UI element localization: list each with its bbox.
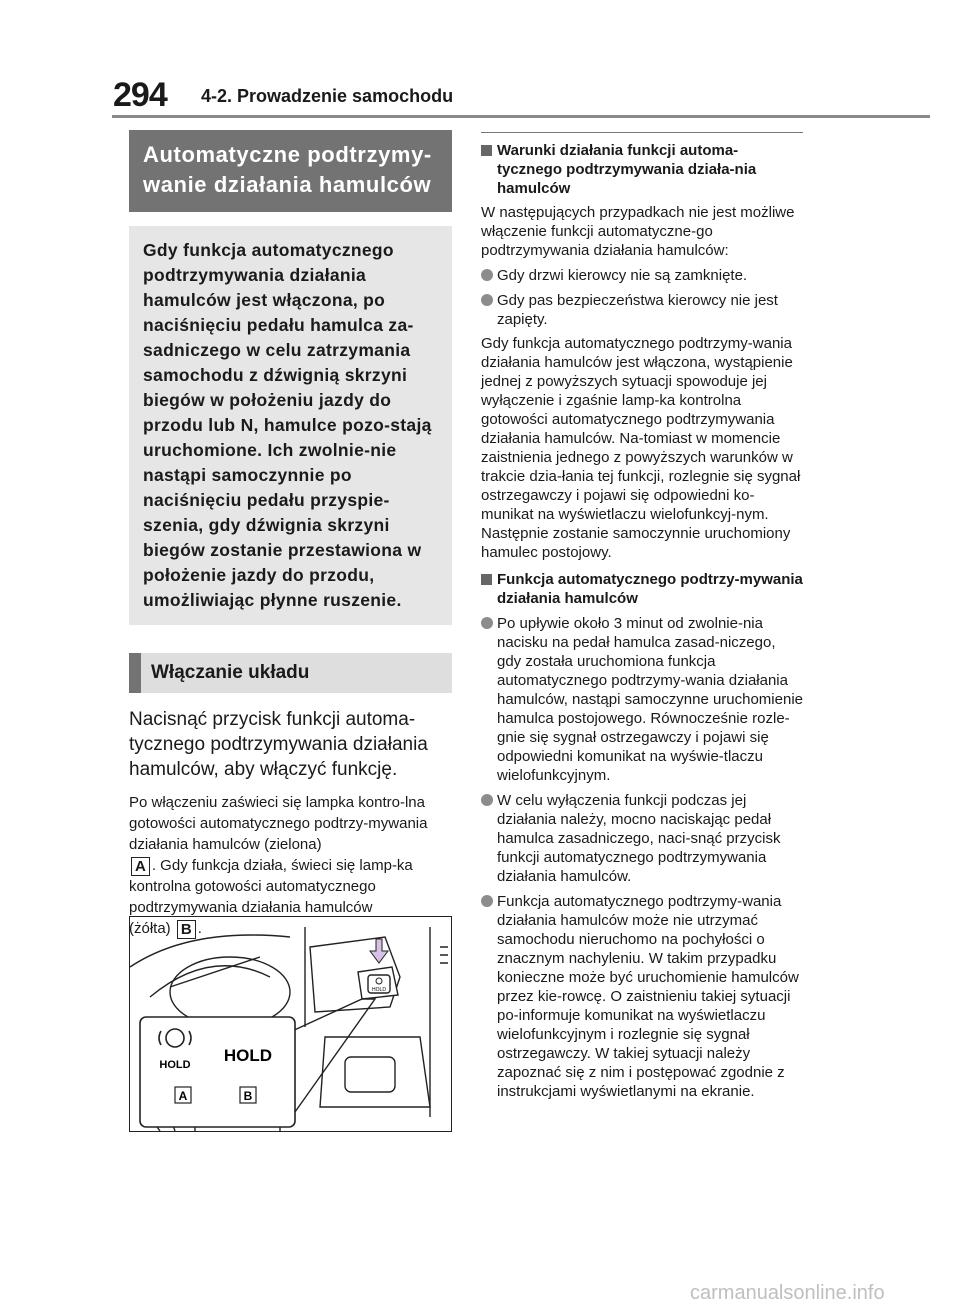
gear-shift-area bbox=[345, 1057, 395, 1092]
body-text-1: Po włączeniu zaświeci się lampka kontro-lna gotowości automatycznego podtrzy-mywania działania hamulców (zielona) bbox=[129, 794, 428, 853]
watermark: carmanualsonline.info bbox=[690, 1282, 885, 1304]
steering-wheel-top bbox=[150, 966, 270, 997]
summary-box: Gdy funkcja automatycznego podtrzymywania działania hamulców jest włączona, po naciśnięciu pedału hamulca za-sadniczego w celu zatrzymania samochodu z dźwignią skrzyni biegów w położeniu jazdy do przodu lub N, hamulce pozo-stają uruchomione. Ich zwolnie-nie nastąpi samoczynnie po naciśnięciu pedału przyspie-szenia, gdy dźwignia skrzyni biegów zostanie przestawiona w położenie jazdy do przodu, umożliwiając płynne ruszenie. bbox=[129, 226, 452, 625]
section-title: Automatyczne podtrzymy-wanie działania hamulców bbox=[129, 130, 452, 212]
conditions-heading: Warunki działania funkcji automa-tycznego podtrzymywania działa-nia hamulców bbox=[481, 141, 803, 198]
hold-button-text: HOLD bbox=[372, 987, 386, 993]
body-text-3: (żółta) bbox=[129, 920, 171, 937]
condition-seatbelt: Gdy pas bezpieczeństwa kierowcy nie jest zapięty. bbox=[481, 291, 803, 329]
function-heading: Funkcja automatycznego podtrzy-mywania działania hamulców bbox=[481, 570, 803, 608]
conditions-note: Gdy funkcja automatycznego podtrzymy-wania działania hamulców jest włączona, wystąpienie jednej z powyższych sytuacji spowoduje jej wyłączenie i zgaśnie lamp-ka kontrolna gotowości automatycznego podtrzymywania działania hamulców. Na-tomiast w momencie zaistnienia jednego z powyższych warunków w trakcie dzia-łania tej funkcji, rozlegnie się sygnał ostrzegawczy i pojawi się odpowiedni ko-munikat na wyświetlaczu wielofunkcyj-nym. Następnie zostanie samoczynnie uruchomiony hamulec postojowy. bbox=[481, 335, 801, 561]
page-number: 294 bbox=[113, 76, 167, 114]
header-rule bbox=[112, 115, 930, 118]
right-column bbox=[481, 132, 803, 1101]
conditions-paragraph: W następujących przypadkach nie jest możliwe włączenie funkcji automatyczne-go podtrzymywania działania hamulców: bbox=[481, 204, 795, 259]
dashboard-outline bbox=[130, 935, 290, 967]
lead-paragraph: Nacisnąć przycisk funkcji automa-tycznego podtrzymywania działania hamulców, aby włączyć funkcję. bbox=[129, 709, 428, 780]
column-rule bbox=[481, 132, 803, 133]
chapter-title: 4-2. Prowadzenie samochodu bbox=[201, 86, 454, 106]
subsection-title: Włączanie układu bbox=[129, 653, 452, 693]
label-a: A bbox=[131, 857, 150, 876]
dashboard-illustration bbox=[129, 916, 452, 1132]
figure-label-b: B bbox=[243, 1089, 253, 1103]
indicator-a-text: HOLD bbox=[159, 1059, 191, 1071]
condition-door: Gdy drzwi kierowcy nie są zamknięte. bbox=[481, 266, 803, 285]
figure-label-a: A bbox=[178, 1089, 188, 1103]
hold-button-callout bbox=[290, 939, 398, 1112]
body-text-4: . bbox=[197, 920, 202, 937]
console-lower bbox=[320, 1037, 430, 1107]
indicator-b-text: HOLD bbox=[223, 1046, 273, 1065]
body-text-2: . Gdy funkcja działa, świeci się lamp-ka kontrolna gotowości automatycznego podtrzymywania działania hamulców bbox=[129, 857, 413, 916]
press-arrow-icon bbox=[370, 939, 388, 963]
indicator-callout bbox=[140, 1017, 295, 1127]
left-column bbox=[129, 130, 452, 939]
label-b: B bbox=[177, 920, 196, 939]
function-item-2: W celu wyłączenia funkcji podczas jej działania należy, mocno naciskając pedał hamulca zasadniczego, naci-snąć przycisk funkcji automatycznego podtrzymywania działania hamulców. bbox=[481, 791, 803, 886]
function-item-3: Funkcja automatycznego podtrzymy-wania działania hamulców może nie utrzymać samochodu nieruchomo na pochyłości o znacznym nachyleniu. W takim przypadku konieczne może być uruchomienie hamulców przez kie-rowcę. O zaistnieniu takiej sytuacji po-informuje komunikat na wyświetlaczu wielofunkcyjnym i rozlegnie się sygnał ostrzegawczy. W takiej sytuacji należy zapoznać się z nim i postępować zgodnie z instrukcjami wyświetlanymi na ekranie. bbox=[481, 892, 803, 1101]
function-item-1: Po upływie około 3 minut od zwolnie-nia nacisku na pedał hamulca zasad-niczego, gdy została uruchomiona funkcja automatycznego podtrzymy-wania działania hamulców, nastąpi samoczynne uruchomienie hamulca postojowego. Równocześnie rozle-gnie się sygnał ostrzegawczy i pojawi się odpowiedni komunikat na wyświe-tlaczu wielofunkcyjnym. bbox=[481, 614, 803, 785]
